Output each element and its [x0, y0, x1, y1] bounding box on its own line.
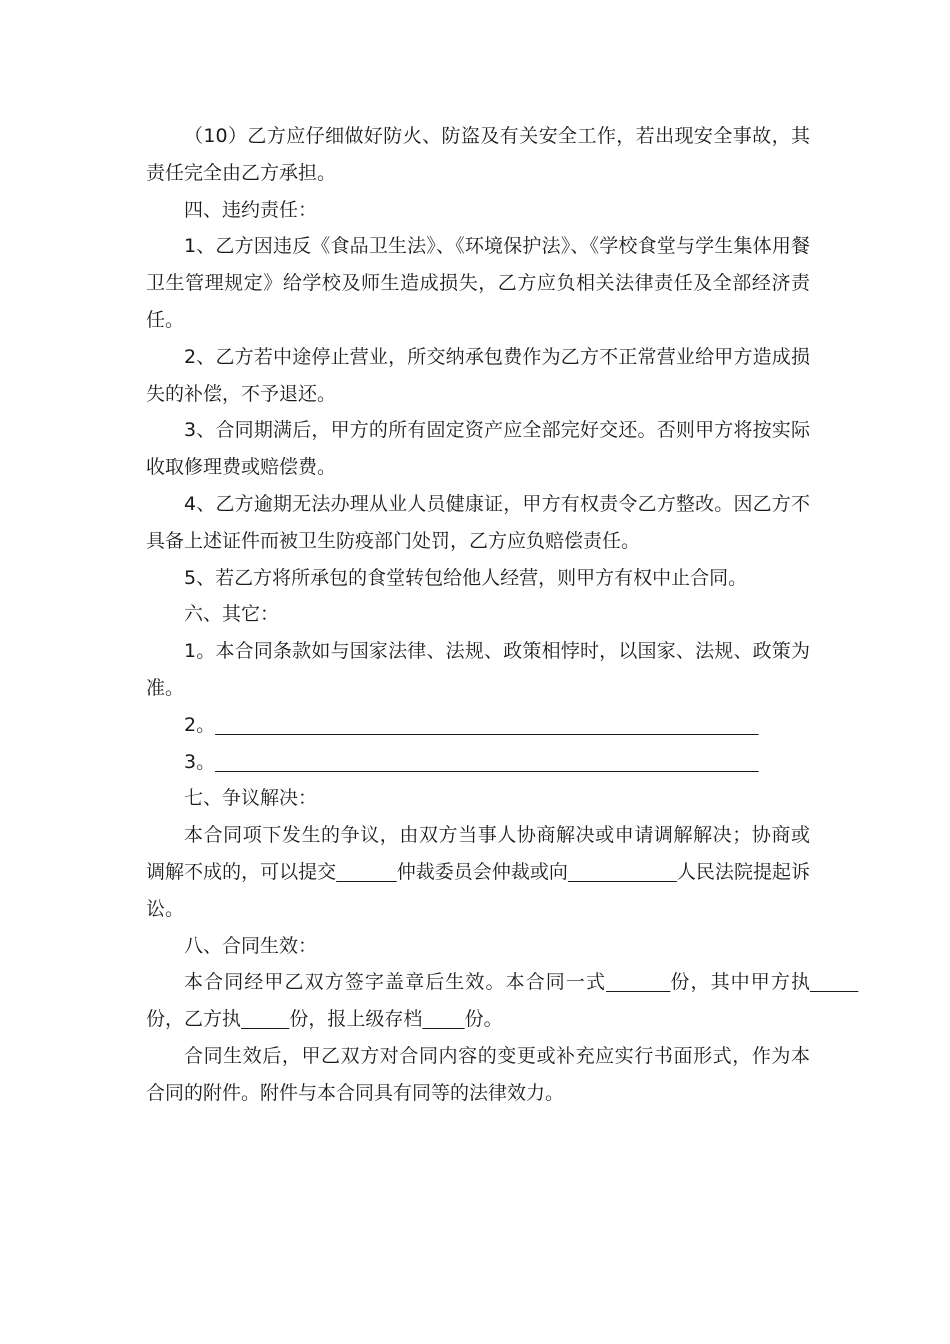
text-run: 份。: [464, 1008, 503, 1031]
text-run: 份，报上级存档: [289, 1008, 423, 1031]
text-run: 八、合同生效：: [184, 934, 318, 957]
text-run: 2。: [184, 713, 216, 736]
fill-in-blank: [336, 861, 397, 883]
text-run: 七、争议解决：: [184, 787, 318, 810]
contract-body: [146, 118, 810, 1112]
liability-item-3: [146, 412, 810, 486]
fill-in-blank: [215, 751, 759, 773]
section-8-heading: [146, 928, 810, 965]
text-run: 5、若乙方将所承包的食堂转包给他人经营，则甲方有权中止合同。: [184, 566, 748, 589]
effectiveness-paragraph: [146, 964, 810, 1038]
text-run: （10）乙方应仔细做好防火、防盗及有关安全工作，若出现安全事故，其责任完全由乙方承担。: [146, 125, 810, 184]
liability-item-2: [146, 339, 810, 413]
fill-in-blank: [810, 971, 858, 993]
section-7-heading: [146, 780, 810, 817]
fill-in-blank: [215, 714, 759, 736]
text-run: 四、违约责任：: [184, 198, 318, 221]
fill-in-blank: [241, 1008, 289, 1030]
text-run: 份，其中甲方执: [670, 971, 810, 994]
text-run: 份，乙方执: [146, 1008, 242, 1031]
liability-item-1: [146, 228, 810, 338]
dispute-resolution-paragraph: [146, 817, 810, 927]
fill-in-blank: [422, 1008, 464, 1030]
liability-item-4: [146, 486, 810, 560]
text-run: 3。: [184, 750, 216, 773]
text-run: 3、合同期满后，甲方的所有固定资产应全部完好交还。否则甲方将按实际收取修理费或赔偿费。: [146, 419, 810, 479]
other-item-2: [146, 707, 810, 744]
text-run: 1、乙方因违反《食品卫生法》、《环境保护法》、《学校食堂与学生集体用餐卫生管理规定》给学校及师生造成损失，乙方应负相关法律责任及全部经济责任。: [146, 235, 810, 331]
fill-in-blank: [568, 861, 677, 883]
section-4-heading: [146, 192, 810, 229]
fill-in-blank: [606, 971, 670, 993]
other-item-3: [146, 744, 810, 781]
text-run: 人民法院提起诉讼。: [146, 860, 810, 920]
text-run: 本合同经甲乙双方签字盖章后生效。本合同一式: [184, 971, 607, 994]
text-run: 合同生效后，甲乙双方对合同内容的变更或补充应实行书面形式，作为本合同的附件。附件与本合同具有同等的法律效力。: [146, 1044, 810, 1104]
amendment-paragraph: [146, 1038, 810, 1112]
text-run: 4、乙方逾期无法办理从业人员健康证，甲方有权责令乙方整改。因乙方不具备上述证件而被卫生防疫部门处罚，乙方应负赔偿责任。: [146, 492, 810, 552]
text-run: 2、乙方若中途停止营业，所交纳承包费作为乙方不正常营业给甲方造成损失的补偿，不予退还。: [146, 345, 810, 405]
text-run: 本合同项下发生的争议，由双方当事人协商解决或申请调解解决；协商或调解不成的，可以提交: [146, 824, 810, 883]
text-run: 1。本合同条款如与国家法律、法规、政策相悖时，以国家、法规、政策为准。: [146, 640, 810, 699]
text-run: 仲裁委员会仲裁或向: [396, 860, 568, 883]
liability-item-5: [146, 560, 810, 597]
text-run: 六、其它：: [184, 603, 280, 626]
other-item-1: [146, 633, 810, 707]
section-6-heading: [146, 596, 810, 633]
clause-10-safety: [146, 118, 810, 192]
